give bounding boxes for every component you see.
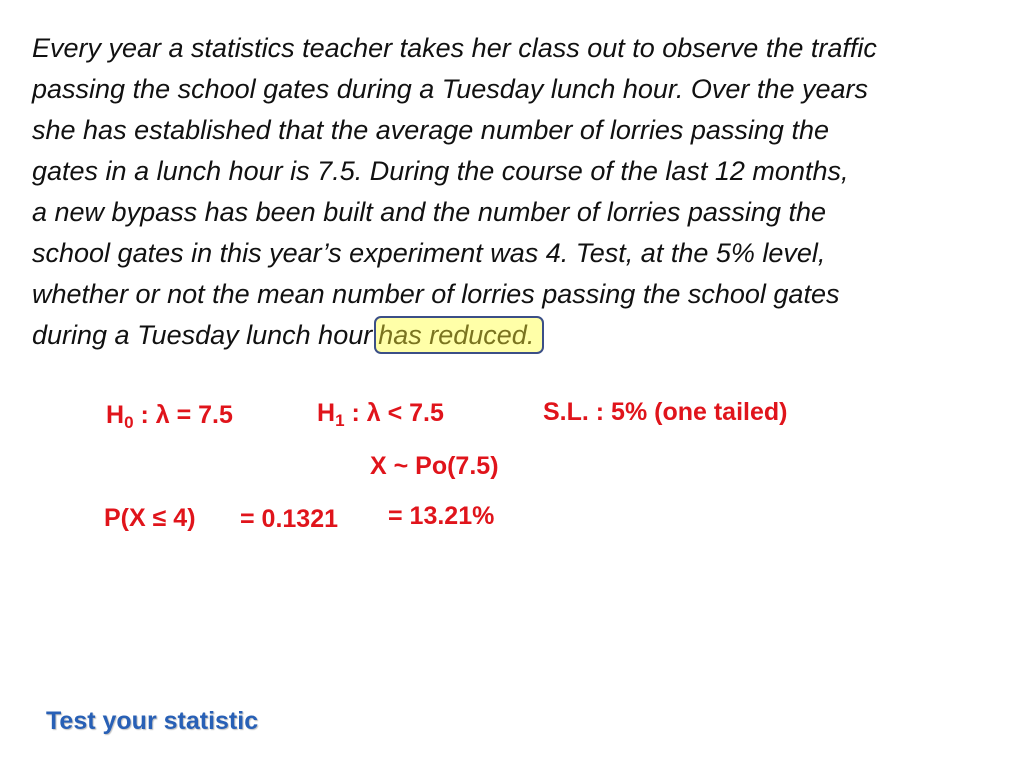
probability-value: = 0.1321: [240, 505, 339, 533]
null-hypothesis: [106, 400, 233, 430]
test-statistic-caption: Test your statistic: [46, 707, 259, 735]
null-hypothesis-statement: : λ = 7.5: [133, 401, 233, 429]
distribution: X ~ Po(7.5): [370, 452, 499, 480]
alternative-hypothesis-subscript: 1: [335, 411, 345, 430]
problem-line-7: whether or not the mean number of lorries passing the school gates: [32, 279, 840, 309]
probability-percent: = 13.21%: [388, 502, 495, 530]
null-hypothesis-subscript: 0: [124, 413, 134, 432]
problem-line-6: school gates in this year’s experiment was 4. Test, at the 5% level,: [32, 238, 826, 268]
problem-line-3: she has established that the average number of lorries passing the: [32, 115, 829, 145]
highlighted-phrase: has reduced.: [374, 316, 544, 354]
problem-line-5: a new bypass has been built and the number of lorries passing the: [32, 197, 826, 227]
problem-line-1: Every year a statistics teacher takes her class out to observe the traffic: [32, 33, 877, 63]
null-hypothesis-letter: H: [106, 401, 125, 429]
significance-level: S.L. : 5% (one tailed): [543, 398, 788, 426]
problem-line-4: gates in a lunch hour is 7.5. During the course of the last 12 months,: [32, 156, 849, 186]
problem-line-8-text: during a Tuesday lunch hour: [32, 320, 373, 350]
alternative-hypothesis-letter: H: [317, 399, 336, 427]
alternative-hypothesis: [317, 398, 444, 428]
problem-statement: [32, 28, 1012, 356]
probability-expression: P(X ≤ 4): [104, 504, 196, 532]
alternative-hypothesis-statement: : λ < 7.5: [344, 399, 444, 427]
problem-line-8: [32, 315, 1012, 356]
problem-line-2: passing the school gates during a Tuesday lunch hour. Over the years: [32, 74, 868, 104]
